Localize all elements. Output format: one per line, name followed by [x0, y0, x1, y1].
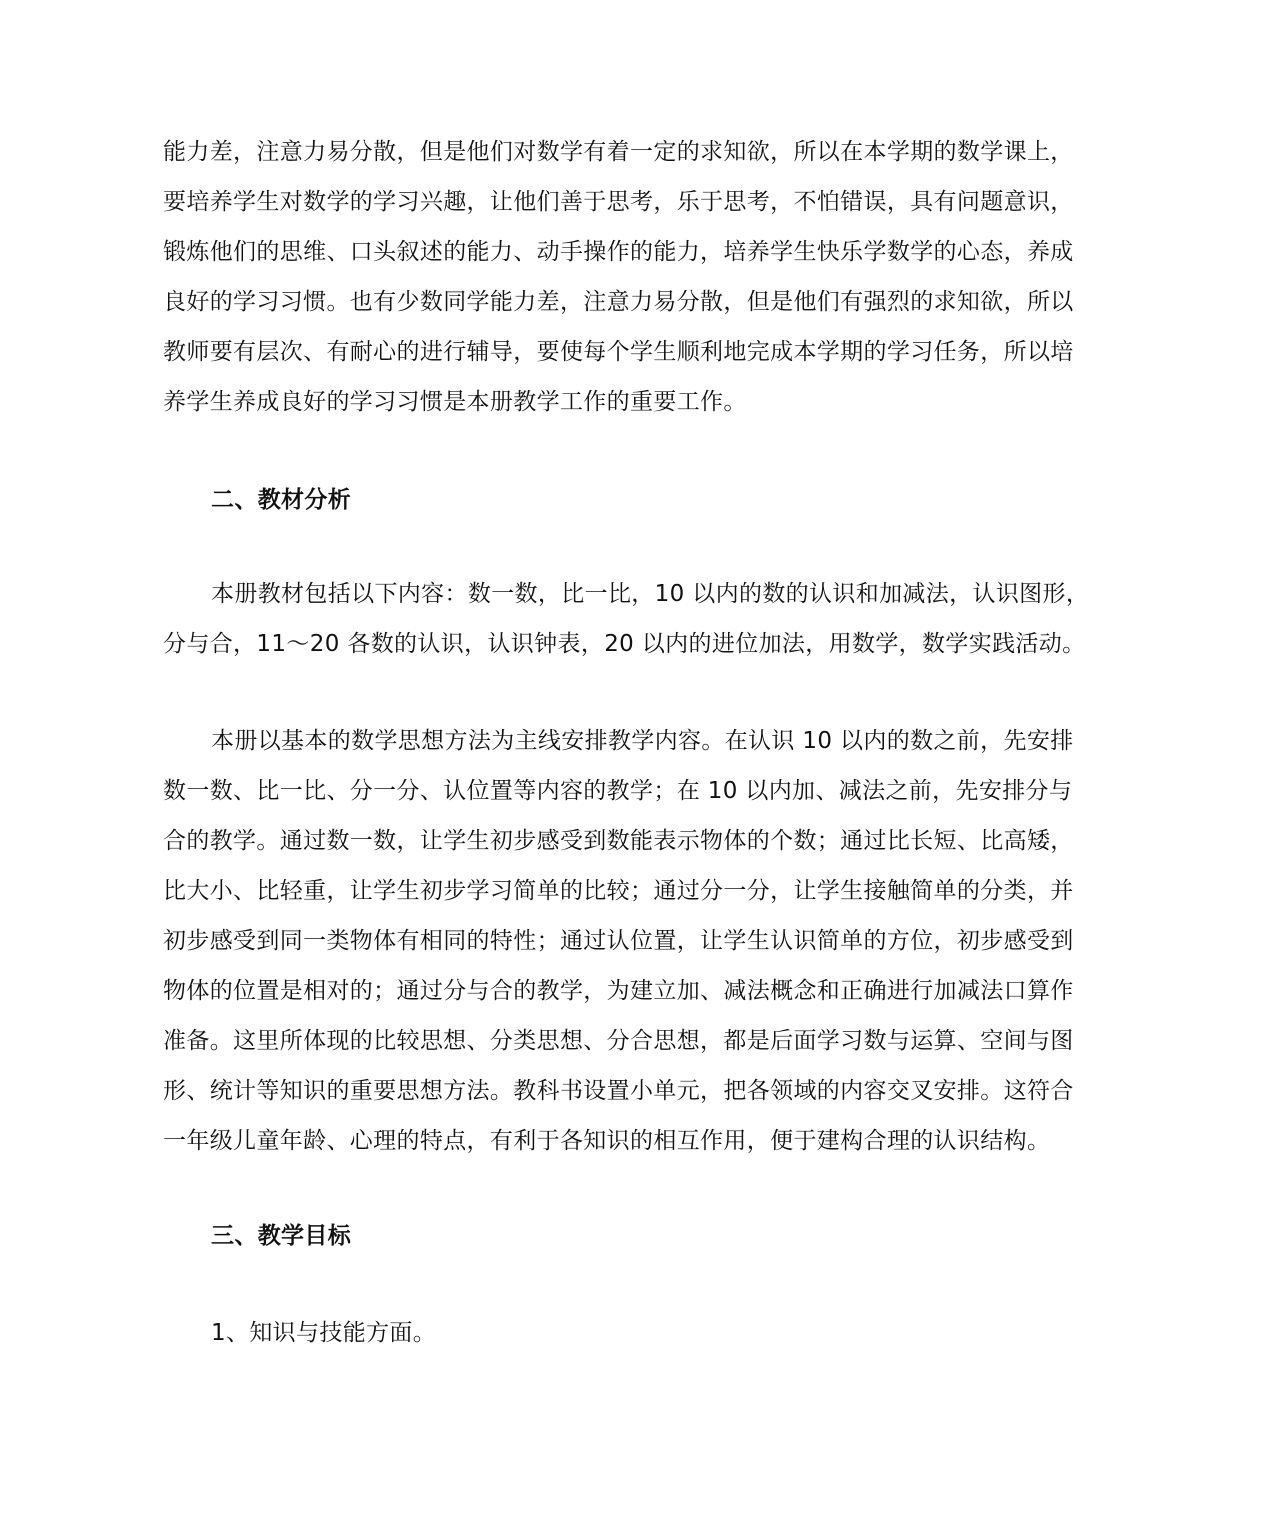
paragraph-line: 本册以基本的数学思想方法为主线安排教学内容。在认识 10 以内的数之前，先安排	[211, 728, 1074, 754]
paragraph-line: 数一数、比一比、分一分、认位置等内容的教学；在 10 以内加、减法之前，先安排分与	[163, 778, 1073, 804]
objectives-item-1: 1、知识与技能方面。	[211, 1320, 437, 1346]
intro-paragraph	[163, 127, 1118, 427]
paragraph-line: 形、统计等知识的重要思想方法。教科书设置小单元，把各领域的内容交叉安排。这符合	[163, 1078, 1074, 1104]
materials-method-paragraph	[163, 716, 1118, 1166]
paragraph-line: 分与合，11～20 各数的认识，认识钟表，20 以内的进位加法，用数学，数学实践活动。	[163, 631, 1086, 657]
paragraph-line: 合的教学。通过数一数，让学生初步感受到数能表示物体的个数；通过比长短、比高矮，	[163, 828, 1074, 854]
paragraph-line: 初步感受到同一类物体有相同的特性；通过认位置，让学生认识简单的方位，初步感受到	[163, 928, 1074, 954]
paragraph-line: 锻炼他们的思维、口头叙述的能力、动手操作的能力，培养学生快乐学数学的心态，养成	[163, 239, 1074, 265]
paragraph-line: 一年级儿童年龄、心理的特点，有利于各知识的相互作用，便于建构合理的认识结构。	[163, 1128, 1051, 1154]
paragraph-line: 养学生养成良好的学习习惯是本册教学工作的重要工作。	[163, 389, 747, 415]
paragraph-line: 物体的位置是相对的；通过分与合的教学，为建立加、减法概念和正确进行加减法口算作	[163, 978, 1074, 1004]
paragraph-line: 教师要有层次、有耐心的进行辅导，要使每个学生顺利地完成本学期的学习任务，所以培	[163, 339, 1074, 365]
paragraph-line: 比大小、比轻重，让学生初步学习简单的比较；通过分一分，让学生接触简单的分类，并	[163, 878, 1074, 904]
paragraph-line: 本册教材包括以下内容：数一数，比一比，10 以内的数的认识和加减法，认识图形，	[211, 581, 1090, 607]
section-heading-materials: 二、教材分析	[211, 487, 352, 513]
paragraph-line: 能力差，注意力易分散，但是他们对数学有着一定的求知欲，所以在本学期的数学课上，	[163, 139, 1074, 165]
section-heading-objectives: 三、教学目标	[211, 1223, 352, 1249]
paragraph-line: 准备。这里所体现的比较思想、分类思想、分合思想，都是后面学习数与运算、空间与图	[163, 1028, 1074, 1054]
paragraph-line: 良好的学习习惯。也有少数同学能力差，注意力易分散，但是他们有强烈的求知欲，所以	[163, 289, 1074, 315]
materials-content-paragraph	[163, 569, 1118, 669]
paragraph-line: 要培养学生对数学的学习兴趣，让他们善于思考，乐于思考，不怕错误，具有问题意识，	[163, 189, 1074, 215]
